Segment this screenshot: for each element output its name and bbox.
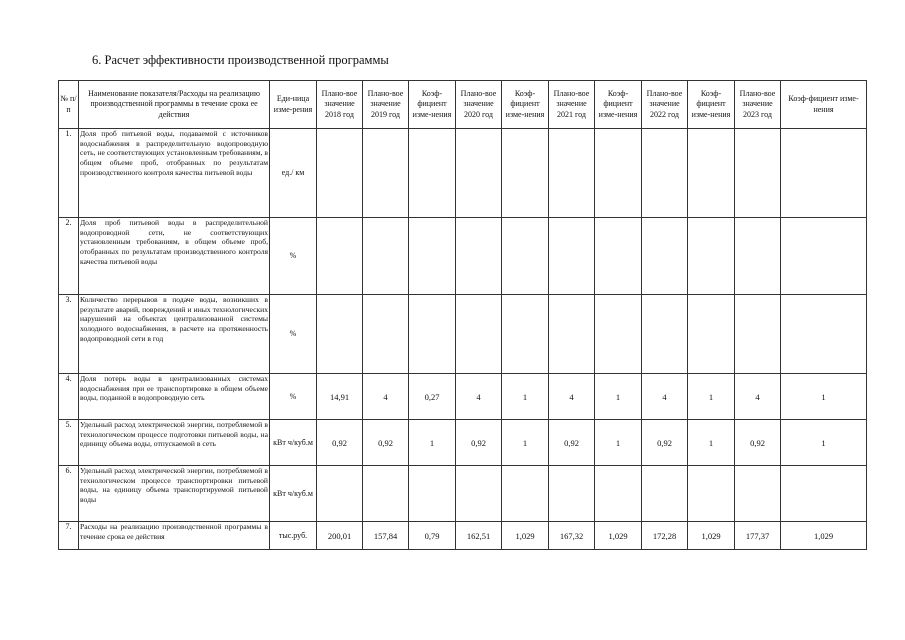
value-cell: 0,79 [409,522,456,550]
row-number: 1. [59,129,79,218]
value-cell [456,466,502,522]
row-number: 3. [59,295,79,374]
row-name: Удельный расход электрической энергии, потребляемой в технологическом процессе подготовки питьевой воды, на единицу объема воды, отпускаемой в сеть [79,420,270,466]
header-cell-coef-2022: Коэф-фициент изме-нения [688,81,735,129]
header-cell-unit: Еди-ница изме-рения [270,81,317,129]
value-cell [595,466,642,522]
value-cell [735,218,781,295]
value-cell [642,218,688,295]
value-cell [363,295,409,374]
value-cell: 200,01 [317,522,363,550]
value-cell: 1,029 [781,522,867,550]
value-cell: 4 [363,374,409,420]
value-cell: 1 [409,420,456,466]
row-name: Доля проб питьевой воды, подаваемой с источников водоснабжения в распределительную водопроводную сеть, не соответствующих установленным требованиям, в общем объеме проб, отобранных по результатам производственного контроля качества питьевой воды [79,129,270,218]
header-cell-name: Наименование показателя/Расходы на реализацию производственной программы в течение срока ее действия [79,81,270,129]
value-cell [688,218,735,295]
row-name: Доля потерь воды в централизованных системах водоснабжения при ее транспортировке в общем объеме воды, поданной в водопроводную сеть [79,374,270,420]
header-cell-coef-2020: Коэф-фициент изме-нения [502,81,549,129]
value-cell: 1 [502,420,549,466]
row-name: Расходы на реализацию производственной программы в течение срока ее действия [79,522,270,550]
value-cell [456,129,502,218]
value-cell [688,295,735,374]
value-cell [735,129,781,218]
value-cell [502,295,549,374]
value-cell [409,295,456,374]
row-number: 2. [59,218,79,295]
header-cell-plan-2022: Плано-вое значение 2022 год [642,81,688,129]
value-cell: 0,92 [642,420,688,466]
header-cell-number: № п/п [59,81,79,129]
value-cell: 172,28 [642,522,688,550]
value-cell [456,218,502,295]
value-cell [409,129,456,218]
value-cell: 1 [502,374,549,420]
header-cell-plan-2018: Плано-вое значение 2018 год [317,81,363,129]
value-cell: 0,92 [549,420,595,466]
table-row [59,374,867,420]
header-cell-plan-2020: Плано-вое значение 2020 год [456,81,502,129]
value-cell [317,466,363,522]
row-unit: кВт ч/куб.м [270,420,317,466]
value-cell: 14,91 [317,374,363,420]
value-cell: 4 [642,374,688,420]
value-cell: 0,92 [735,420,781,466]
value-cell [642,466,688,522]
value-cell [549,466,595,522]
efficiency-table [58,80,867,550]
row-name: Доля проб питьевой воды в распределительной водопроводной сети, не соответствующих установленным требованиям, в общем объеме проб, отобранных по результатам производственного контроля качества питьевой воды [79,218,270,295]
row-unit: % [270,374,317,420]
value-cell [595,218,642,295]
value-cell [409,466,456,522]
value-cell [688,466,735,522]
value-cell [549,295,595,374]
row-number: 6. [59,466,79,522]
table-row [59,129,867,218]
value-cell [595,129,642,218]
value-cell [363,129,409,218]
value-cell [549,218,595,295]
value-cell: 177,37 [735,522,781,550]
value-cell: 157,84 [363,522,409,550]
value-cell: 1 [781,374,867,420]
value-cell [595,295,642,374]
header-cell-coef-2019: Коэф-фициент изме-нения [409,81,456,129]
value-cell [502,466,549,522]
value-cell: 0,27 [409,374,456,420]
value-cell: 4 [549,374,595,420]
table-row [59,420,867,466]
value-cell [317,295,363,374]
row-name: Количество перерывов в подаче воды, возникших в результате аварий, повреждений и иных технологических нарушений на объектах централизованной системы холодного водоснабжения, в расчете на протяженность водопроводной сети в год [79,295,270,374]
value-cell: 0,92 [317,420,363,466]
row-unit: % [270,295,317,374]
value-cell: 1,029 [595,522,642,550]
row-name: Удельный расход электрической энергии, потребляемой в технологическом процессе транспортировки питьевой воды, на единицу объема транспортируемой питьевой воды [79,466,270,522]
value-cell: 167,32 [549,522,595,550]
value-cell [688,129,735,218]
header-cell-plan-2023: Плано-вое значение 2023 год [735,81,781,129]
value-cell: 1,029 [688,522,735,550]
value-cell [317,218,363,295]
value-cell: 0,92 [456,420,502,466]
value-cell [363,466,409,522]
value-cell: 4 [456,374,502,420]
row-number: 7. [59,522,79,550]
value-cell: 1 [781,420,867,466]
value-cell [781,466,867,522]
value-cell: 1 [595,420,642,466]
row-unit: ед./ км [270,129,317,218]
row-unit: кВт ч/куб.м [270,466,317,522]
row-number: 4. [59,374,79,420]
value-cell: 1 [688,374,735,420]
table-row [59,295,867,374]
value-cell [642,129,688,218]
table-row [59,466,867,522]
value-cell [735,466,781,522]
value-cell: 1 [595,374,642,420]
value-cell [781,218,867,295]
value-cell [409,218,456,295]
value-cell: 4 [735,374,781,420]
value-cell [363,218,409,295]
document-title: 6. Расчет эффективности производственной программы [92,53,389,67]
row-number: 5. [59,420,79,466]
value-cell: 1 [688,420,735,466]
value-cell [549,129,595,218]
value-cell [781,129,867,218]
header-cell-coef-2023: Коэф-фициент изме-нения [781,81,867,129]
value-cell: 0,92 [363,420,409,466]
value-cell [735,295,781,374]
value-cell [781,295,867,374]
value-cell: 1,029 [502,522,549,550]
header-cell-coef-2021: Коэф-фициент изме-нения [595,81,642,129]
table-row [59,218,867,295]
header-cell-plan-2019: Плано-вое значение 2019 год [363,81,409,129]
row-unit: тыс.руб. [270,522,317,550]
table-header-row [59,81,867,129]
header-cell-plan-2021: Плано-вое значение 2021 год [549,81,595,129]
row-unit: % [270,218,317,295]
value-cell [456,295,502,374]
value-cell [642,295,688,374]
value-cell [317,129,363,218]
value-cell [502,218,549,295]
table-row [59,522,867,550]
value-cell: 162,51 [456,522,502,550]
value-cell [502,129,549,218]
